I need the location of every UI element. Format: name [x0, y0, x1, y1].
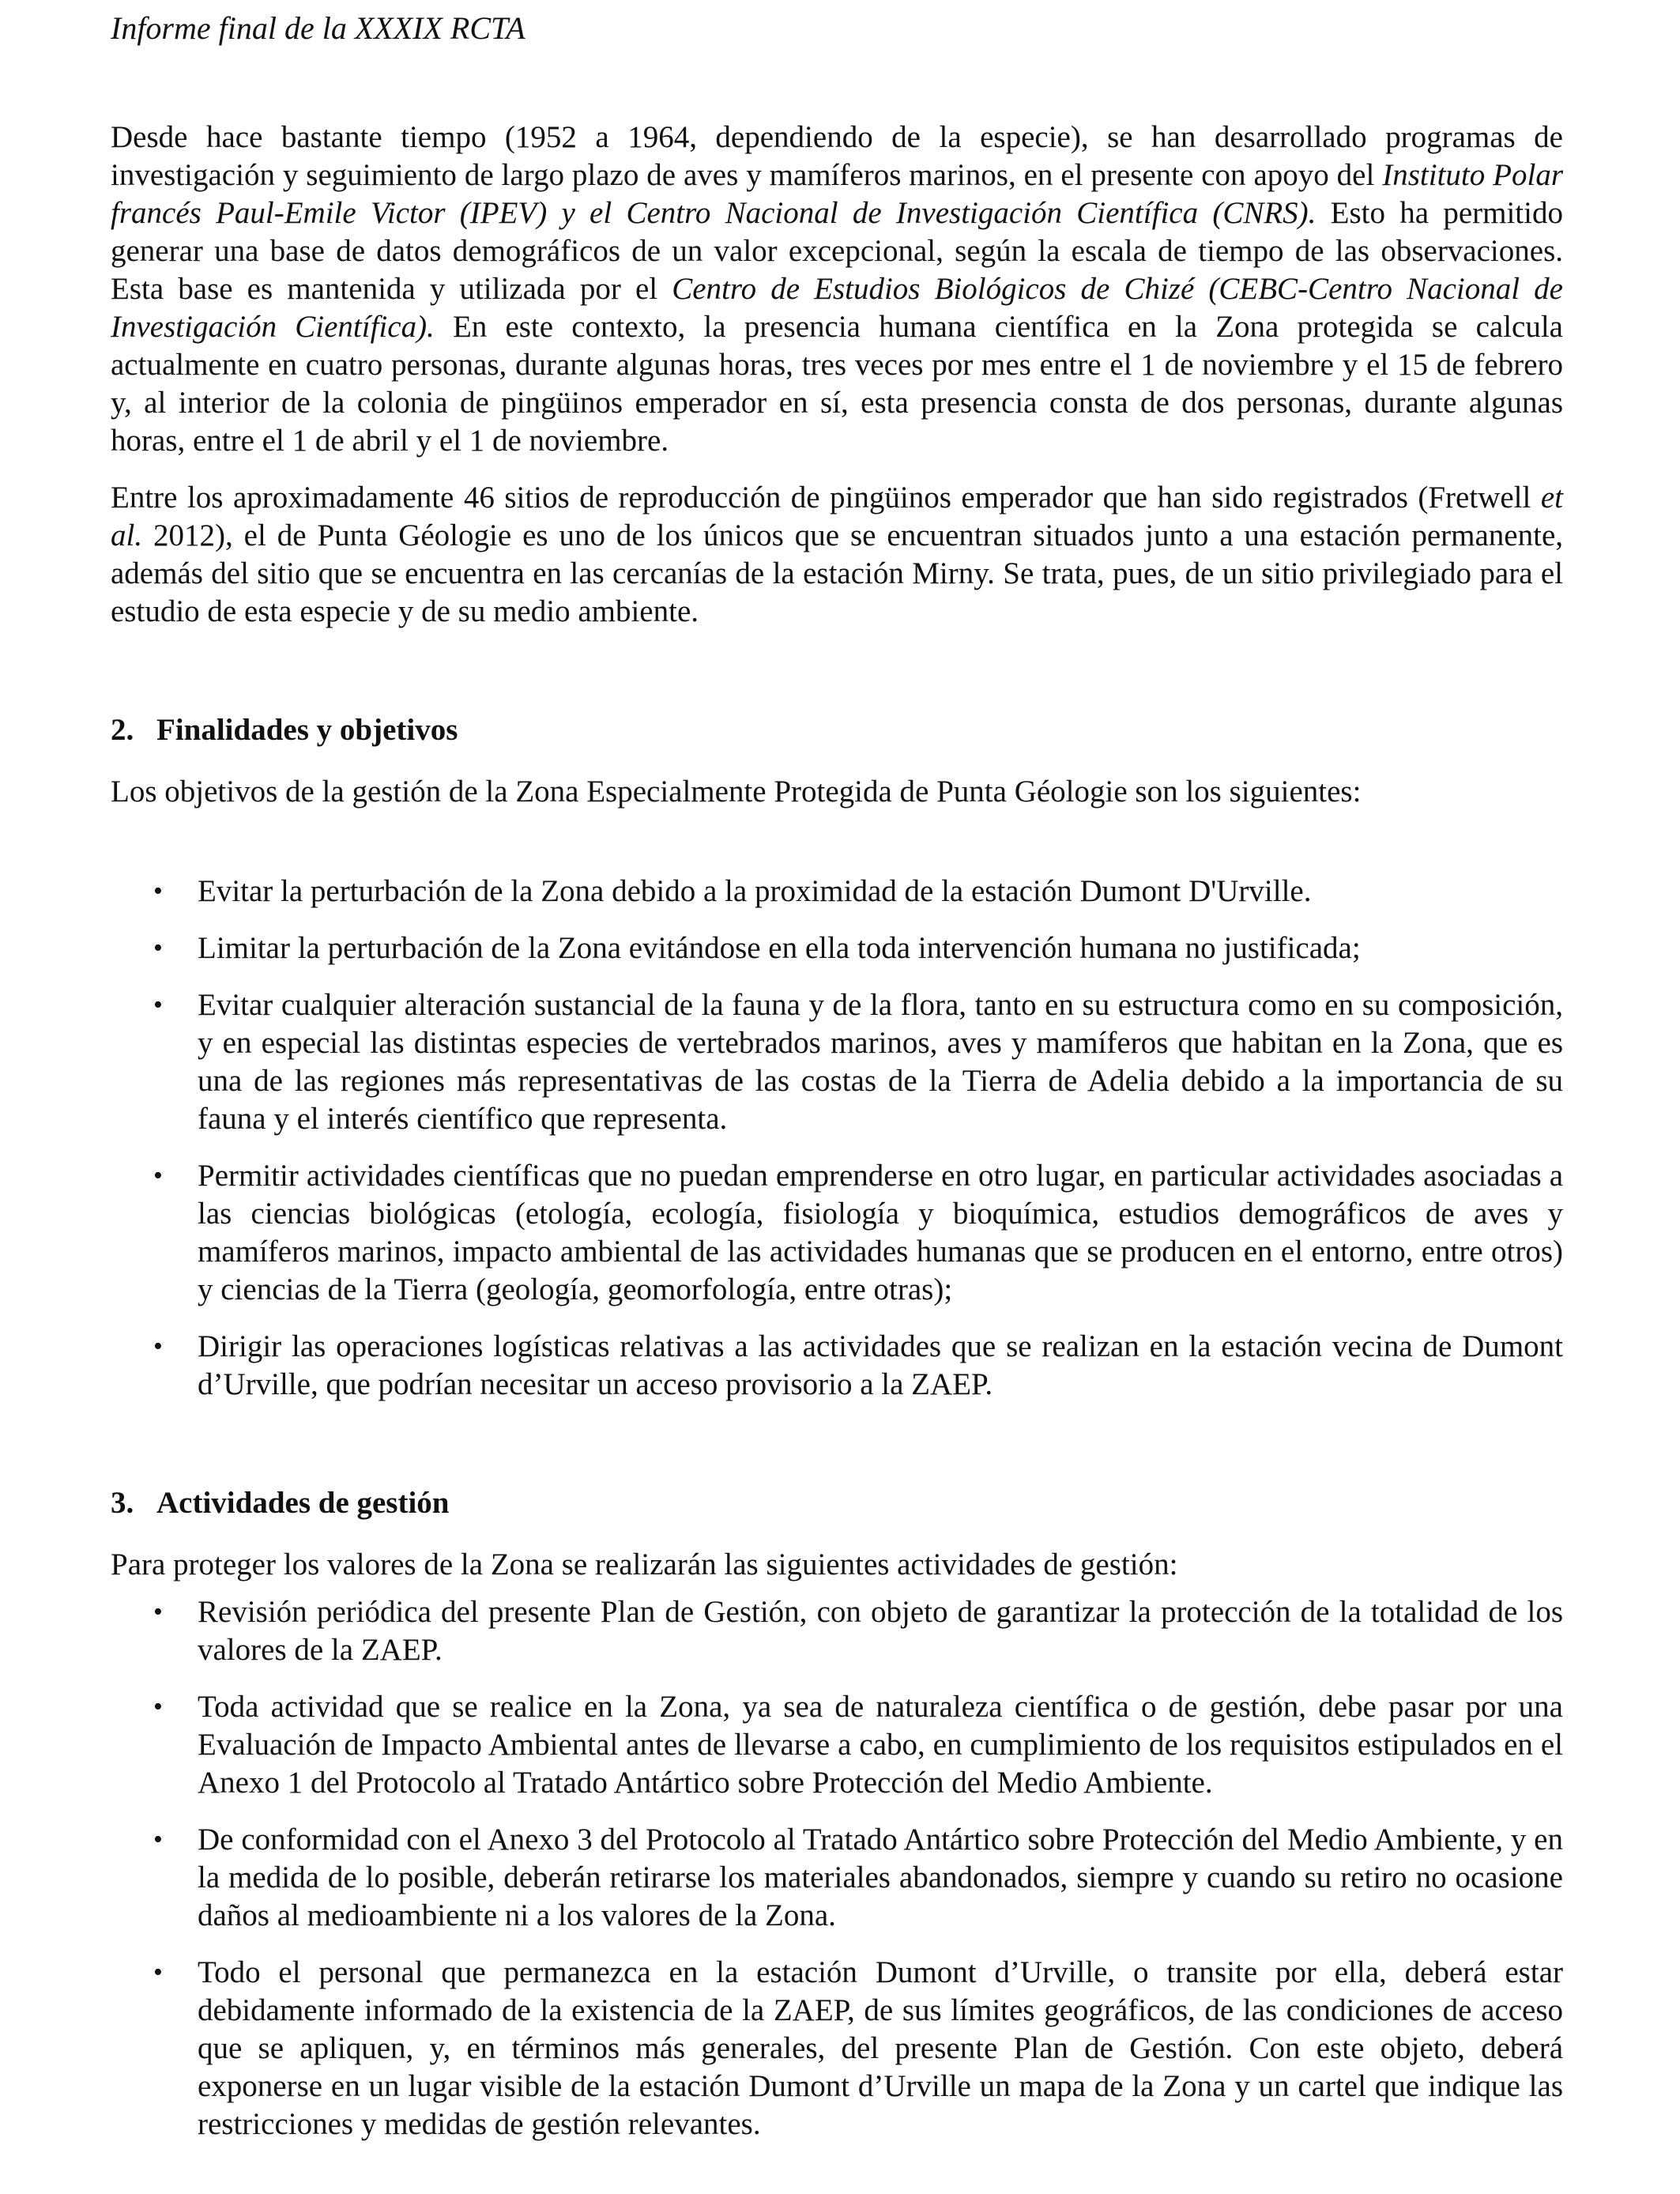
- section-title: Actividades de gestión: [156, 1486, 450, 1520]
- italic-run: Instituto Polar francés Paul-Emile Victor (IPEV) y el Centro Nacional de Investigación Científica (CNRS).: [111, 158, 1564, 230]
- section-2-list: [111, 873, 1563, 1404]
- bullet-icon: •: [153, 1332, 163, 1361]
- list-item: [111, 929, 1563, 967]
- section-3-list: [111, 1593, 1563, 2143]
- italic-run: et al.: [111, 481, 1563, 552]
- running-header: Informe final de la XXXIX RCTA: [111, 10, 525, 46]
- list-item-text: Evitar la perturbación de la Zona debido a la proximidad de la estación Dumont D'Urville.: [198, 874, 1312, 908]
- text-run: En este contexto, la presencia humana científica en la Zona protegida se calcula actualmente en cuatro personas, durante algunas horas, tres veces por mes entre el 1 de noviembre y el 15 de febrero y, al interior de la colonia de pingüinos emperador en sí, esta presencia consta de dos personas, durante algunas horas, entre el 1 de abril y el 1 de noviembre.: [111, 310, 1563, 458]
- section-number: 3.: [111, 1486, 134, 1520]
- text-run: 2012), el de Punta Géologie es uno de los únicos que se encuentran situados junto a una estación permanente, además del sitio que se encuentra en las cercanías de la estación Mirny. Se trata, pues, de un sitio privilegiado para el estudio de esta especie y de su medio ambiente.: [111, 518, 1563, 628]
- list-item: [111, 1328, 1563, 1404]
- text-run: Entre los aproximadamente 46 sitios de reproducción de pingüinos emperador que han sido registrados (Fretwell: [111, 481, 1541, 515]
- page-content: [111, 119, 1563, 2162]
- list-item-text: Revisión periódica del presente Plan de Gestión, con objeto de garantizar la protección de la totalidad de los valores de la ZAEP.: [198, 1595, 1563, 1667]
- text-run: Esto ha permitido generar una base de datos demográficos de un valor excepcional, según la escala de tiempo de las observaciones. Esta base es mantenida y utilizada por el: [111, 196, 1563, 306]
- list-item-text: Dirigir las operaciones logísticas relativas a las actividades que se realizan en la estación vecina de Dumont d’Urville, que podrían necesitar un acceso provisorio a la ZAEP.: [198, 1329, 1563, 1401]
- section-2-heading: [111, 711, 1563, 749]
- list-item: [111, 1593, 1563, 1669]
- bullet-icon: •: [153, 1825, 163, 1854]
- list-item-text: Limitar la perturbación de la Zona evitándose en ella toda intervención humana no justificada;: [198, 931, 1361, 965]
- list-item: [111, 986, 1563, 1138]
- list-item-text: Todo el personal que permanezca en la estación Dumont d’Urville, o transite por ella, deberá estar debidamente informado de la existencia de la ZAEP, de sus límites geográficos, de las condiciones de acceso que se apliquen, y, en términos más generales, del presente Plan de Gestión. Con este objeto, deberá exponerse en un lugar visible de la estación Dumont d’Urville un mapa de la Zona y un cartel que indique las restricciones y medidas de gestión relevantes.: [198, 1955, 1563, 2141]
- list-item: [111, 1157, 1563, 1309]
- bullet-icon: •: [153, 876, 163, 906]
- section-2-lead: Los objetivos de la gestión de la Zona Especialmente Protegida de Punta Géologie son los siguientes:: [111, 775, 1362, 809]
- italic-run: Centro de Estudios Biológicos de Chizé (CEBC-Centro Nacional de Investigación Científica).: [111, 272, 1563, 344]
- section-3-heading: [111, 1484, 1563, 1522]
- text-run: Desde hace bastante tiempo (1952 a 1964, dependiendo de la especie), se han desarrollado programas de investigación y seguimiento de largo plazo de aves y mamíferos marinos, en el presente con apoyo del: [111, 120, 1563, 192]
- list-item-text: Evitar cualquier alteración sustancial de la fauna y de la flora, tanto en su estructura como en su composición, y en especial las distintas especies de vertebrados marinos, aves y mamíferos que habitan en la Zona, que es una de las regiones más representativas de las costas de la Tierra de Adelia debido a la importancia de su fauna y el interés científico que representa.: [198, 988, 1563, 1136]
- list-item-text: Permitir actividades científicas que no puedan emprenderse en otro lugar, en particular actividades asociadas a las ciencias biológicas (etología, ecología, fisiología y bioquímica, estudios demográficos de aves y mamíferos marinos, impacto ambiental de las actividades humanas que se producen en el entorno, entre otros) y ciencias de la Tierra (geología, geomorfología, entre otras);: [198, 1159, 1563, 1306]
- intro-paragraph-1: [111, 119, 1563, 460]
- bullet-icon: •: [153, 990, 163, 1020]
- section-3-lead: Para proteger los valores de la Zona se realizarán las siguientes actividades de gestión:: [111, 1547, 1178, 1581]
- bullet-icon: •: [153, 1597, 163, 1627]
- list-item: [111, 873, 1563, 910]
- bullet-icon: •: [153, 1692, 163, 1721]
- list-item: [111, 1821, 1563, 1935]
- list-item: [111, 1688, 1563, 1802]
- bullet-icon: •: [153, 1161, 163, 1190]
- section-number: 2.: [111, 713, 134, 747]
- intro-paragraph-2: [111, 479, 1563, 631]
- list-item-text: Toda actividad que se realice en la Zona, ya sea de naturaleza científica o de gestión, debe pasar por una Evaluación de Impacto Ambiental antes de llevarse a cabo, en cumplimiento de los requisitos estipulados en el Anexo 1 del Protocolo al Tratado Antártico sobre Protección del Medio Ambiente.: [198, 1690, 1563, 1800]
- bullet-icon: •: [153, 1958, 163, 1987]
- section-title: Finalidades y objetivos: [156, 713, 458, 747]
- list-item: [111, 1954, 1563, 2143]
- bullet-icon: •: [153, 933, 163, 963]
- list-item-text: De conformidad con el Anexo 3 del Protocolo al Tratado Antártico sobre Protección del Medio Ambiente, y en la medida de lo posible, deberán retirarse los materiales abandonados, siempre y cuando su retiro no ocasione daños al medioambiente ni a los valores de la Zona.: [198, 1823, 1563, 1932]
